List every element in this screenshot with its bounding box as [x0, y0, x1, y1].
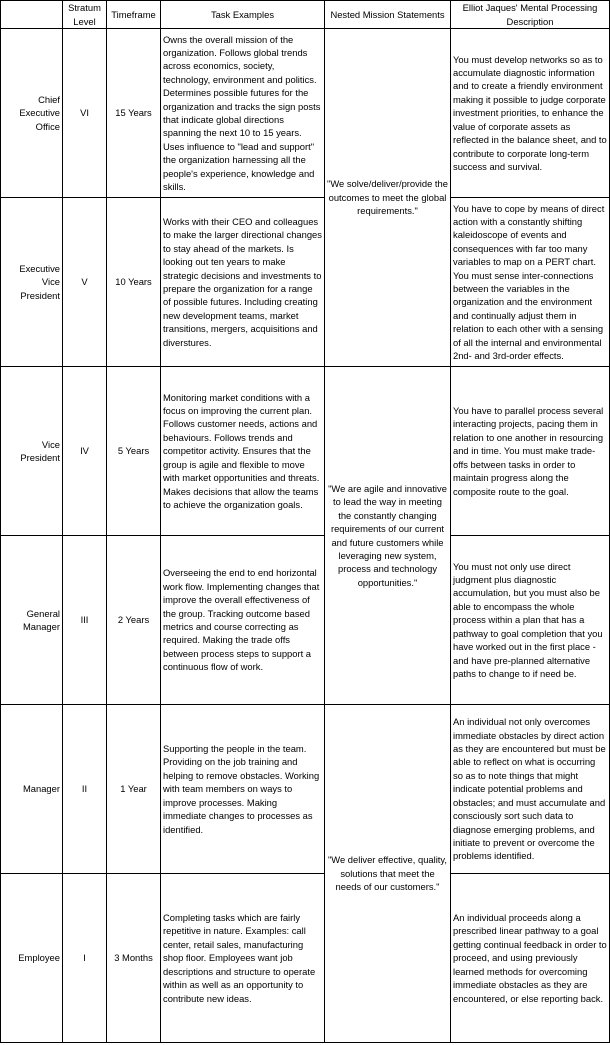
task-cell: Overseeing the end to end horizontal work flow. Implementing changes that improve the overall effectiveness of the group. Tracking outcome based metrics and course correcting as required. Making the trade offs between process steps to support a continuous flow of work.	[161, 536, 325, 705]
stratum-cell: V	[63, 198, 107, 367]
jaques-cell: You have to parallel process several interacting projects, pacing them in relation to one another in resourcing and in time. You must make trade-offs between tasks in order to maintain progress along the composite route to the goal.	[451, 367, 610, 536]
task-cell: Supporting the people in the team. Providing on the job training and helping to remove obstacles. Working with team members on ways to improve processes. Making immediate changes to processes as identified.	[161, 705, 325, 874]
task-cell: Owns the overall mission of the organization. Follows global trends across economics, society, technology, environment and politics. Determines possible futures for the organization and tracks the sign posts that indicate global directions spanning the next 10 to 15 years. Uses influence to "lead and support" the organization harnessing all the people's experience, knowledge and skills.	[161, 29, 325, 198]
role-cell: Executive Vice President	[1, 198, 63, 367]
table-row	[1, 29, 610, 198]
role-cell: Chief Executive Office	[1, 29, 63, 198]
mission-cell-agile: "We are agile and innovative to lead the way in meeting the constantly changing requirements of our current and future customers while leveraging new system, process and technology opportunities."	[325, 367, 451, 705]
timeframe-cell: 10 Years	[107, 198, 161, 367]
timeframe-cell: 15 Years	[107, 29, 161, 198]
table-row	[1, 874, 610, 1043]
header-role	[1, 1, 63, 29]
jaques-cell: An individual proceeds along a prescribed linear pathway to a goal getting continual feedback in order to proceed, and using previously learned methods for overcoming immediate obstacles as they are encountered, or else reporting back.	[451, 874, 610, 1043]
table-row	[1, 367, 610, 536]
stratum-cell: III	[63, 536, 107, 705]
jaques-cell: You must develop networks so as to accumulate diagnostic information and to create a friendly environment making it possible to judge corporate investment priorities, to enhance the value of corporate assets as reflected in the balance sheet, and to contribute to corporate long-term success and survival.	[451, 29, 610, 198]
mission-cell-deliver: "We deliver effective, quality, solutions that meet the needs of our customers."	[325, 705, 451, 1043]
table-row	[1, 705, 610, 874]
task-cell: Monitoring market conditions with a focus on improving the current plan. Follows customer needs, actions and behaviours. Follows trends and competitor activity. Ensures that the group is agile and flexible to move with market opportunities and threats. Makes decisions that allow the teams to achieve the organization goals.	[161, 367, 325, 536]
header-jaques: Elliot Jaques' Mental Processing Description	[451, 1, 610, 29]
header-nested: Nested Mission Statements	[325, 1, 451, 29]
task-cell: Works with their CEO and colleagues to make the larger directional changes to stay ahead of the markets. Is looking out ten years to make strategic decisions and investments to prepare the organization for a range of possible futures. Including creating new development teams, market transitions, mergers, acquisitions and diverstures.	[161, 198, 325, 367]
table-row	[1, 198, 610, 367]
jaques-cell: An individual not only overcomes immediate obstacles by direct action as they are encountered but must be able to reflect on what is occurring so as to note things that might indicate potential problems and obstacles; and must accumulate and consciously sort such data to diagnose emerging problems, and initiate to prevent or overcome the problems identified.	[451, 705, 610, 874]
jaques-cell: You must not only use direct judgment plus diagnostic accumulation, but you must also be able to encompass the whole process within a plan that has a pathway to goal completion that you have worked out in the first place - and have pre-planned alternative paths to change to if need be.	[451, 536, 610, 705]
header-row	[1, 1, 610, 29]
timeframe-cell: 2 Years	[107, 536, 161, 705]
mission-cell-global: "We solve/deliver/provide the outcomes to meet the global requirements."	[325, 29, 451, 367]
header-stratum: Stratum Level	[63, 1, 107, 29]
role-cell: General Manager	[1, 536, 63, 705]
task-cell: Completing tasks which are fairly repetitive in nature. Examples: call center, retail sales, manufacturing shop floor. Employees want job descriptions and structure to operate within as well as an opportunity to contribute new ideas.	[161, 874, 325, 1043]
role-cell: Vice President	[1, 367, 63, 536]
jaques-cell: You have to cope by means of direct action with a constantly shifting kaleidoscope of events and consequences with far too many variables to map on a PERT chart. You must sense inter-connections between the variables in the organization and the environment and continually adjust them in relation to each other with a sensing of all the internal and environmental 2nd- and 3rd-order effects.	[451, 198, 610, 367]
role-cell: Employee	[1, 874, 63, 1043]
stratum-cell: IV	[63, 367, 107, 536]
table-row	[1, 536, 610, 705]
role-cell: Manager	[1, 705, 63, 874]
stratum-cell: II	[63, 705, 107, 874]
timeframe-cell: 3 Months	[107, 874, 161, 1043]
header-task: Task Examples	[161, 1, 325, 29]
header-timeframe: Timeframe	[107, 1, 161, 29]
timeframe-cell: 5 Years	[107, 367, 161, 536]
stratum-cell: I	[63, 874, 107, 1043]
stratum-cell: VI	[63, 29, 107, 198]
timeframe-cell: 1 Year	[107, 705, 161, 874]
